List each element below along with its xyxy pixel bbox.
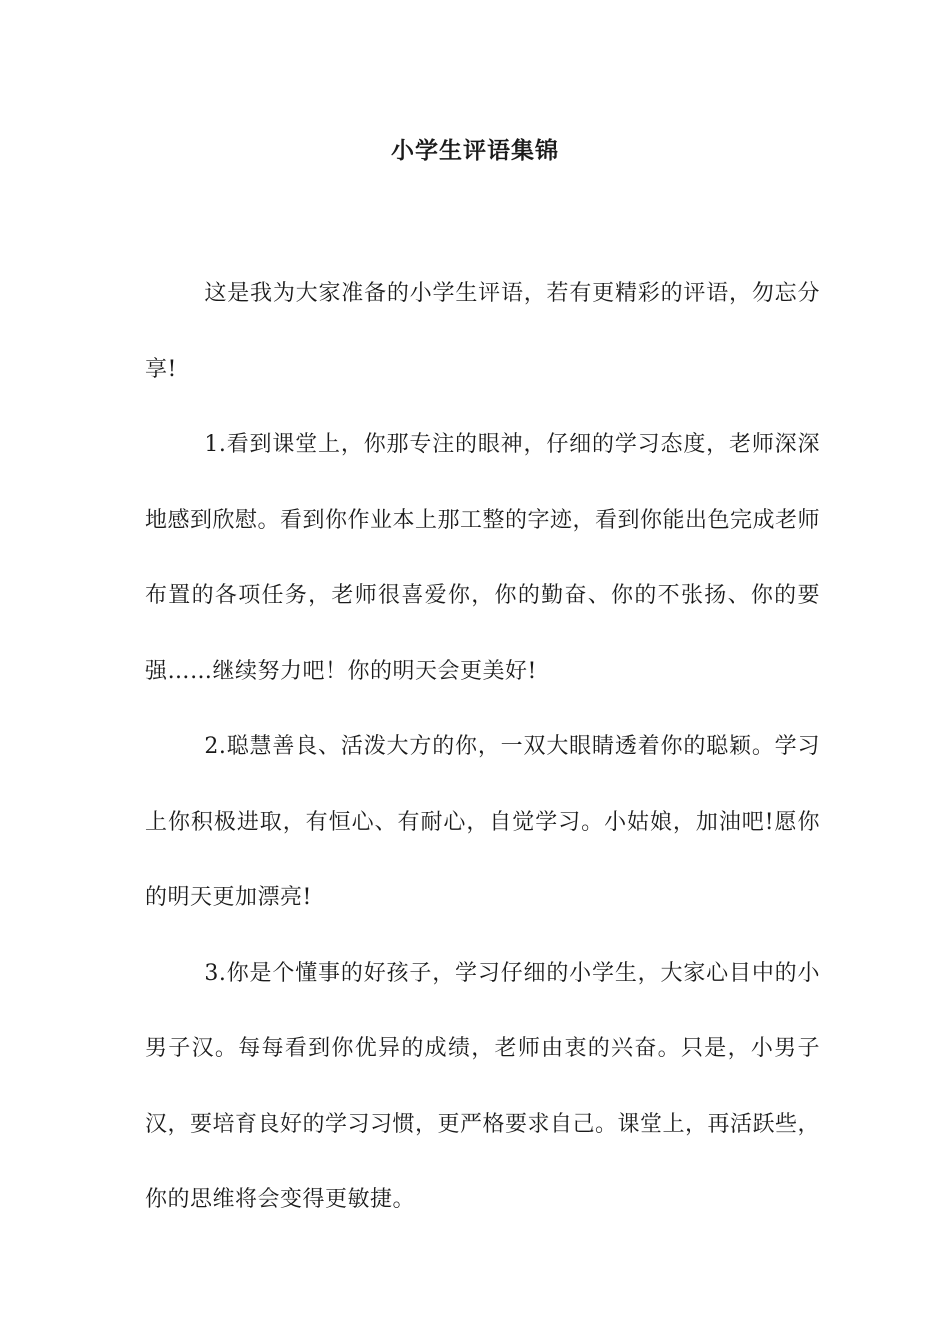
- paragraph-comment-2: 2.聪慧善良、活泼大方的你，一双大眼睛透着你的聪颖。学习上你积极进取，有恒心、有耐心，自觉学习。小姑娘，加油吧!愿你的明天更加漂亮!: [145, 734, 820, 910]
- document-body: [145, 256, 820, 1238]
- paragraph-comment-3: 3.你是个懂事的好孩子，学习仔细的小学生，大家心目中的小男子汉。每每看到你优异的成绩，老师由衷的兴奋。只是，小男子汉，要培育良好的学习习惯，更严格要求自己。课堂上，再活跃些，你的思维将会变得更敏捷。: [145, 960, 821, 1212]
- page-title: 小学生评语集锦: [391, 138, 559, 164]
- paragraph-comment-1: 1.看到课堂上，你那专注的眼神，仔细的学习态度，老师深深地感到欣慰。看到你作业本上那工整的字迹，看到你能出色完成老师布置的各项任务，老师很喜爱你，你的勤奋、你的不张扬、你的要强……继续努力吧！你的明天会更美好!: [145, 432, 821, 684]
- paragraph-intro: 这是我为大家准备的小学生评语，若有更精彩的评语，勿忘分享!: [145, 281, 820, 382]
